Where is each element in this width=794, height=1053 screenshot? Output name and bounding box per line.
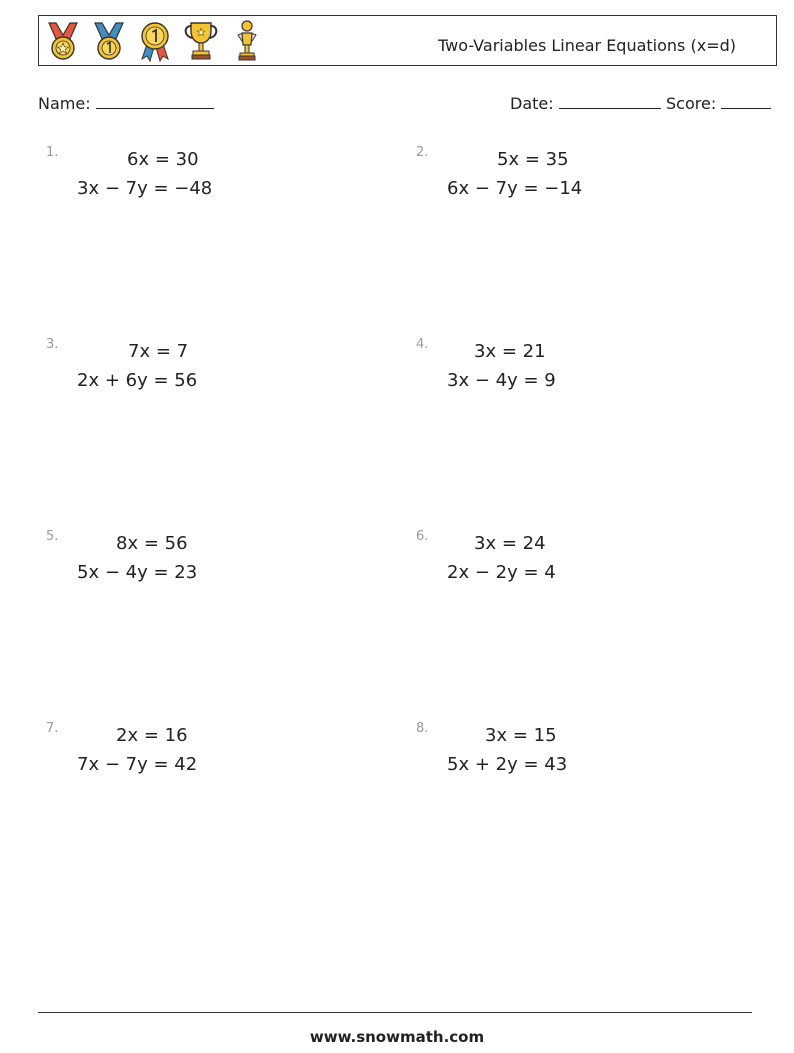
problem-8 [416, 721, 776, 841]
award-statue-icon [227, 19, 267, 63]
name-label: Name: [38, 94, 91, 113]
equation-1: 6x = 30 [127, 149, 199, 170]
problem-5 [46, 529, 406, 649]
equation-2: 2x − 2y = 4 [447, 562, 556, 583]
equation-2: 7x − 7y = 42 [77, 754, 198, 775]
name-field[interactable] [38, 94, 214, 113]
problem-number: 1. [46, 145, 59, 160]
equation-2: 5x − 4y = 23 [77, 562, 198, 583]
problem-number: 5. [46, 529, 59, 544]
equation-2: 6x − 7y = −14 [447, 178, 583, 199]
rosette-one-icon [135, 19, 175, 63]
problem-number: 2. [416, 145, 429, 160]
equation-2: 5x + 2y = 43 [447, 754, 568, 775]
problem-3 [46, 337, 406, 457]
equation-1: 5x = 35 [497, 149, 569, 170]
equation-1: 3x = 24 [474, 533, 546, 554]
footer-website: www.snowmath.com [309, 1028, 485, 1046]
problem-2 [416, 145, 776, 265]
medal-one-icon [89, 19, 129, 63]
problem-number: 7. [46, 721, 59, 736]
problem-number: 4. [416, 337, 429, 352]
equation-2: 2x + 6y = 56 [77, 370, 198, 391]
problem-number: 6. [416, 529, 429, 544]
footer-divider [38, 1012, 752, 1013]
equation-1: 7x = 7 [128, 341, 189, 362]
equation-1: 8x = 56 [116, 533, 188, 554]
equation-2: 3x − 7y = −48 [77, 178, 213, 199]
problem-number: 8. [416, 721, 429, 736]
score-label: Score: [666, 94, 717, 113]
score-blank[interactable] [721, 94, 771, 109]
worksheet-title: Two-Variables Linear Equations (x=d) [438, 36, 736, 55]
trophy-icon [181, 19, 221, 63]
equation-1: 3x = 15 [485, 725, 557, 746]
worksheet-header [38, 15, 777, 66]
score-field[interactable] [666, 94, 771, 113]
problem-1 [46, 145, 406, 265]
date-field[interactable] [510, 94, 661, 113]
name-blank[interactable] [96, 94, 214, 109]
medal-star-icon [43, 19, 83, 63]
problem-7 [46, 721, 406, 841]
header-icons [43, 19, 267, 63]
date-label: Date: [510, 94, 554, 113]
equation-1: 2x = 16 [116, 725, 188, 746]
equation-1: 3x = 21 [474, 341, 546, 362]
problem-number: 3. [46, 337, 59, 352]
problem-6 [416, 529, 776, 649]
equation-2: 3x − 4y = 9 [447, 370, 556, 391]
date-blank[interactable] [559, 94, 661, 109]
problem-4 [416, 337, 776, 457]
